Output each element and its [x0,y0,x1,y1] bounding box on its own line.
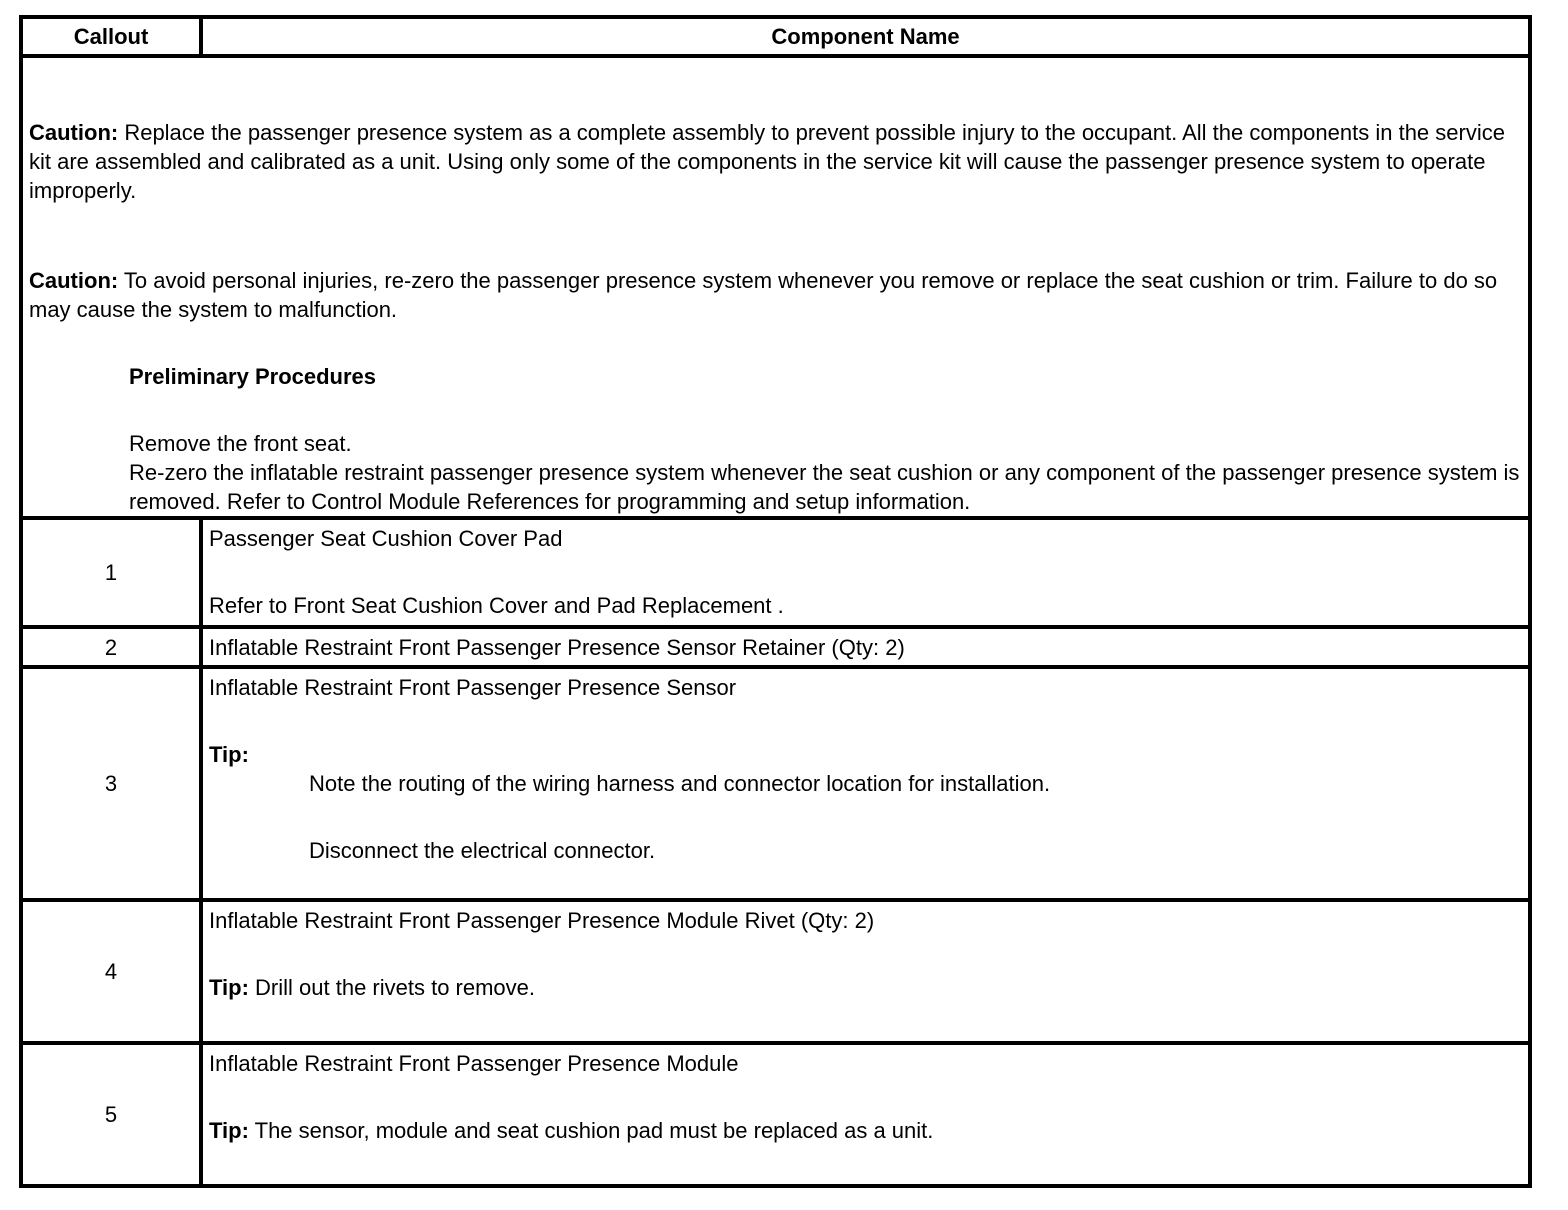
component-note: Refer to Front Seat Cushion Cover and Pad Replacement . [209,593,784,618]
caution-2 [29,266,1528,324]
component-cell [201,667,1530,900]
tip-text: Drill out the rivets to remove. [248,975,536,1000]
intro-cell [21,56,1530,518]
tip-step-2: Disconnect the electrical connector. [309,838,656,863]
caution-1 [29,118,1528,205]
tip-step-1: Note the routing of the wiring harness and connector location for installation. [309,771,1051,796]
tip-text: The sensor, module and seat cushion pad must be replaced as a unit. [248,1118,934,1143]
prelim-step-2: Re-zero the inflatable restraint passenger presence system whenever the seat cushion or any component of the passenger presence system is removed. Refer to Control Module References for programming and setup information. [129,460,1520,514]
table-row [21,900,1530,1043]
component-name-header: Component Name [201,17,1530,56]
table-row [21,1043,1530,1186]
intro-row [21,56,1530,518]
caution-2-text: To avoid personal injuries, re-zero the passenger presence system whenever you remove or replace the seat cushion or trim. Failure to do so may cause the system to malfunction. [29,268,1498,322]
component-name: Passenger Seat Cushion Cover Pad [209,526,563,551]
component-cell [201,1043,1530,1186]
table-row [21,518,1530,627]
callout-header: Callout [21,17,201,56]
tip-label: Tip: [209,742,249,767]
component-cell [201,627,1530,667]
callout-number: 3 [21,667,201,900]
component-name: Inflatable Restraint Front Passenger Presence Sensor Retainer (Qty: 2) [209,634,905,660]
prelim-step-1: Remove the front seat. [129,431,352,456]
preliminary-procedures-heading: Preliminary Procedures [129,364,377,389]
tip-label: Tip: [209,975,249,1000]
caution-1-text: Replace the passenger presence system as a complete assembly to prevent possible injury to the occupant. All the components in the service kit are assembled and calibrated as a unit. Using only some of the components in the service kit will cause the passenger presence system to operate improperly. [29,120,1505,203]
callout-number: 5 [21,1043,201,1186]
component-name: Inflatable Restraint Front Passenger Presence Module [209,1051,739,1076]
component-name: Inflatable Restraint Front Passenger Presence Sensor [209,675,737,700]
component-cell [201,518,1530,627]
tip [209,1116,1528,1145]
preliminary-procedures [129,362,1528,516]
component-name: Inflatable Restraint Front Passenger Presence Module Rivet (Qty: 2) [209,908,875,933]
callout-number: 4 [21,900,201,1043]
caution-1-label: Caution: [29,120,119,145]
component-table [19,15,1532,1188]
tip [209,973,1528,1002]
table-row [21,667,1530,900]
caution-2-label: Caution: [29,268,119,293]
callout-number: 1 [21,518,201,627]
callout-number: 2 [21,627,201,667]
header-row [21,17,1530,56]
table-row [21,627,1530,667]
tip-label: Tip: [209,1118,249,1143]
component-cell [201,900,1530,1043]
